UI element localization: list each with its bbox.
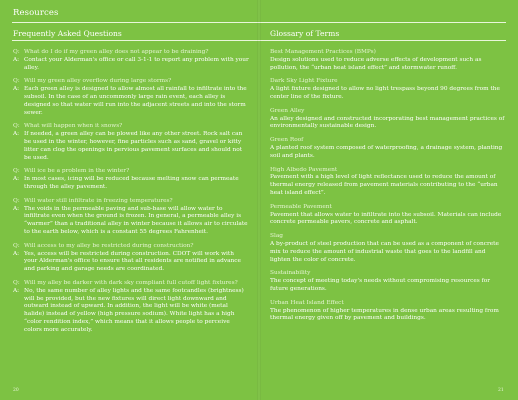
faq-item [13, 123, 249, 162]
question-text: What do I do if my green alley does not appear to be draining? [24, 49, 209, 55]
faq-question [13, 78, 249, 86]
question-marker: Q: [13, 242, 20, 249]
glossary-term: Best Management Practices (BMPs) [270, 49, 376, 55]
glossary-term: Permeable Pavement [270, 203, 332, 210]
faq-item [13, 280, 249, 335]
faq-answer [13, 86, 249, 117]
question-text: Will ice be a problem in the winter? [24, 168, 130, 175]
answer-text: Each green alley is designed to allow almost all rainfall to infiltrate into the subsoil. In the case of an uncommonly large rain event, each alley is designed so that water will run into the adjacent streets and into the storm sewer. [24, 86, 247, 116]
glossary-entry [270, 233, 506, 264]
glossary-title: Glossary of Terms [270, 29, 340, 38]
section-header: Resources [13, 8, 59, 18]
question-marker: Q: [13, 78, 20, 85]
question-text: Will water still infiltrate in freezing temperatures? [24, 197, 173, 204]
answer-marker: A: [13, 250, 20, 257]
glossary-entry [270, 204, 506, 227]
glossary-definition: A by-product of steel production that can be used as a component of concrete mix to reduce the amount of industrial waste that goes to the landfill and lighten the color of concrete. [270, 240, 499, 263]
glossary-term: Green Alley [270, 107, 305, 114]
answer-marker: A: [13, 287, 20, 294]
faq-question [13, 123, 249, 131]
faq-answer [13, 131, 249, 162]
glossary-term: Sustainability [270, 270, 311, 277]
answer-marker: A: [13, 131, 20, 138]
faq-answer [13, 206, 249, 237]
faq-column [13, 49, 249, 341]
answer-text: Contact your Alderman's office or call 3-1-1 to report any problem with your alley. [24, 56, 249, 71]
answer-marker: A: [13, 205, 20, 212]
question-text: What will happen when it snows? [24, 123, 123, 130]
question-text: Will my green alley overflow during large storms? [24, 78, 172, 85]
faq-question [13, 168, 249, 176]
faq-item [13, 168, 249, 191]
glossary-term: Dark Sky Light Fixture [270, 78, 338, 85]
faq-item [13, 78, 249, 117]
glossary-entry [270, 270, 506, 293]
answer-marker: A: [13, 86, 20, 93]
glossary-column [270, 49, 506, 329]
glossary-definition: Pavement that allows water to infiltrate into the subsoil. Materials can include concrete permeable pavers, concrete and asphalt. [270, 211, 502, 226]
answer-marker: A: [13, 56, 20, 63]
question-marker: Q: [13, 279, 20, 286]
answer-text: No, the same number of alley lights and the same footcandles (brightness) will be provided, but the new fixtures will direct light downward and outward instead of upward. In addition, the light will be white (metal halide) instead of yellow (high pressure sodium). White light has a high “color rendition index,” which means that it allows people to perceive colors more accurately. [24, 287, 244, 333]
glossary-term: Urban Heat Island Effect [270, 299, 344, 306]
page-number-left: 20 [13, 388, 19, 393]
faq-question [13, 198, 249, 206]
glossary-definition: The phenomenon of higher temperatures in dense urban areas resulting from thermal energy given off by pavement and buildings. [270, 307, 499, 322]
question-text: Will my alley be darker with dark sky compliant full cutoff light fixtures? [24, 279, 238, 286]
page-gutter [257, 0, 261, 400]
answer-marker: A: [13, 176, 20, 183]
faq-question [13, 280, 249, 288]
question-marker: Q: [13, 49, 20, 55]
glossary-definition: Pavement with a high level of light reflectance used to reduce the amount of thermal energy released from pavement materials contributing to the “urban heat island effect”. [270, 174, 498, 196]
glossary-entry [270, 137, 506, 160]
glossary-term: Green Roof [270, 137, 304, 144]
faq-answer [13, 288, 249, 335]
faq-answer [13, 251, 249, 274]
question-marker: Q: [13, 197, 20, 204]
answer-text: In most cases, icing will be reduced because melting snow can permeate through the alley pavement. [24, 176, 239, 190]
glossary-definition: A planted roof system composed of waterproofing, a drainage system, planting soil and plants. [270, 144, 503, 159]
faq-title: Frequently Asked Questions [13, 29, 122, 38]
question-marker: Q: [13, 123, 20, 130]
faq-item [13, 243, 249, 274]
faq-question [13, 243, 249, 251]
glossary-definition: A light fixture designed to allow no light trespass beyond 90 degrees from the center line of the fixture. [270, 86, 500, 100]
answer-text: Yes, access will be restricted during construction. CDOT will work with your Alderman's office to ensure that all residents are notified in advance and parking and garage needs are coordinated. [24, 250, 241, 273]
glossary-definition: Design solutions used to reduce adverse effects of development such as pollution, the “urban heat island effect” and stormwater runoff. [270, 56, 482, 71]
glossary-entry [270, 300, 506, 323]
question-marker: Q: [13, 168, 20, 175]
answer-text: The voids in the permeable paving and sub-base will allow water to infiltrate even when the ground is frozen. In general, a permeable alley is “warmer” than a traditional alley in winter because it allows air to circulate to the earth below, which is a constant 55 degrees Fahrenheit. [24, 205, 248, 235]
faq-item [13, 49, 249, 72]
glossary-term: Slag [270, 233, 283, 240]
faq-answer [13, 57, 249, 73]
faq-question [13, 49, 249, 57]
glossary-definition: The concept of meeting today's needs without compromising resources for future generations. [270, 278, 491, 292]
glossary-definition: An alley designed and constructed incorporating best management practices of environmentally sustainable design. [270, 115, 505, 130]
faq-item [13, 198, 249, 237]
glossary-entry [270, 108, 506, 131]
answer-text: If needed, a green alley can be plowed like any other street. Rock salt can be used in the winter, however, fine particles such as sand, gravel or kitty litter can clog the openings in pervious pavement surfaces and should not be used. [24, 131, 243, 161]
glossary-term: High Albedo Pavement [270, 166, 338, 173]
glossary-entry [270, 49, 506, 72]
page-number-right: 21 [498, 388, 504, 393]
glossary-entry [270, 78, 506, 101]
glossary-entry [270, 167, 506, 198]
question-text: Will access to my alley be restricted during construction? [24, 242, 194, 249]
faq-answer [13, 176, 249, 192]
